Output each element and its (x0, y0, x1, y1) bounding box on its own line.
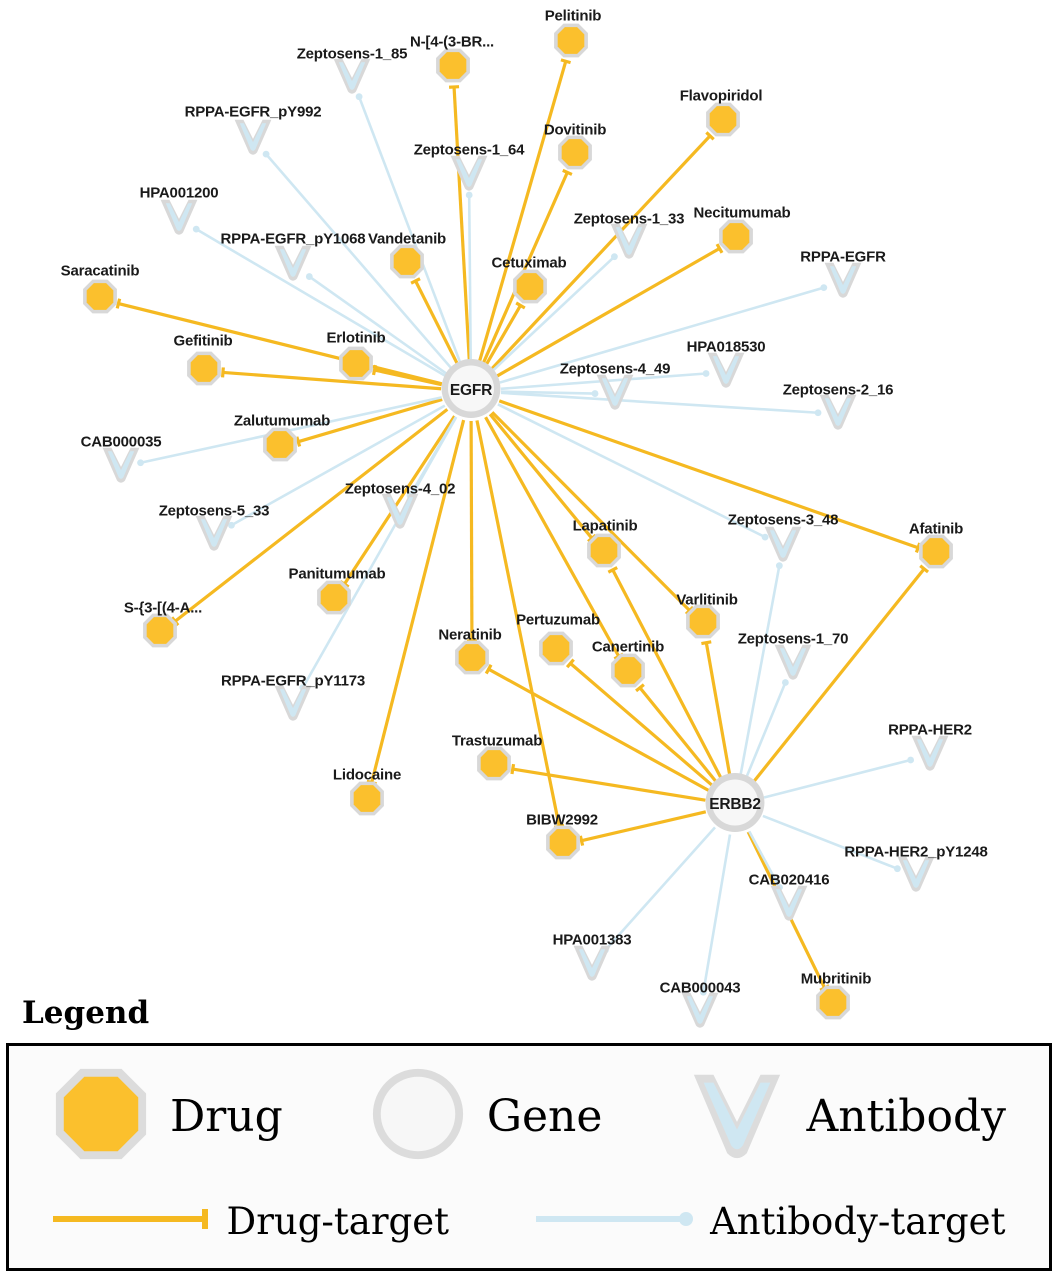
node-antibody[interactable] (101, 445, 141, 490)
node-label: HPA018530 (686, 338, 766, 356)
edge-antibody[interactable] (303, 417, 456, 688)
node-label: Pertuzumab (516, 611, 600, 629)
node-antibody[interactable] (572, 943, 612, 988)
node-label: Pelitinib (544, 7, 602, 25)
node-drug[interactable] (815, 985, 851, 1026)
node-label: RPPA-EGFR (800, 248, 886, 266)
edge-drug[interactable] (471, 421, 472, 641)
node-label: Flavopiridol (679, 87, 763, 105)
node-label: CAB000043 (659, 979, 741, 997)
node-label: Lidocaine (332, 766, 402, 784)
edge-antibody[interactable] (469, 195, 471, 361)
legend-label-antibody: Antibody (806, 1091, 1006, 1142)
edge-drug[interactable] (492, 412, 689, 610)
node-label: Varlitinib (676, 591, 738, 609)
node-drug[interactable] (142, 613, 178, 654)
node-label: Neratinib (438, 626, 502, 644)
node-label: Zeptosens-3_48 (727, 511, 839, 529)
legend-label-gene: Gene (486, 1091, 603, 1142)
node-antibody[interactable] (273, 243, 313, 288)
edge-arrow-cap (512, 764, 514, 774)
node-drug[interactable] (705, 102, 741, 143)
edge-antibody[interactable] (746, 682, 785, 777)
node-label: Afatinib (908, 520, 964, 538)
node-label: RPPA-HER2_pY1248 (844, 843, 988, 861)
node-drug[interactable] (186, 351, 222, 392)
node-drug[interactable] (557, 135, 593, 176)
node-drug[interactable] (389, 244, 425, 285)
edge-antibody[interactable] (501, 393, 818, 413)
edge-antibody[interactable] (764, 760, 911, 798)
node-label: Dovitinib (543, 121, 607, 139)
node-label: Necitumumab (693, 204, 791, 222)
node-label: Mubritinib (800, 970, 872, 988)
edge-arrow-cap (223, 367, 224, 377)
node-label: RPPA-EGFR_pY1173 (220, 672, 366, 690)
node-label: Saracatinib (60, 262, 140, 280)
node-drug[interactable] (538, 631, 574, 672)
node-antibody[interactable] (706, 350, 746, 395)
node-drug[interactable] (718, 219, 754, 260)
node-label: Zeptosens-4_49 (559, 360, 671, 378)
gene-icon (369, 1065, 467, 1168)
node-drug[interactable] (610, 653, 646, 694)
legend-box (6, 1043, 1052, 1271)
node-label: BIBW2992 (526, 811, 598, 829)
node-drug[interactable] (435, 48, 471, 89)
edge-drug[interactable] (582, 812, 706, 841)
node-label: Panitumumab (288, 565, 386, 583)
edge-drug[interactable] (118, 304, 441, 384)
node-drug[interactable] (82, 279, 118, 320)
node-label: N-[4-(3-BR... (409, 33, 495, 51)
node-label: HPA001200 (139, 184, 219, 202)
node-label: Erlotinib (326, 329, 386, 347)
legend-label-drug: Drug (170, 1091, 283, 1142)
node-antibody[interactable] (769, 883, 809, 928)
edge-drug[interactable] (375, 370, 442, 385)
node-label: RPPA-EGFR_pY992 (184, 103, 322, 121)
node-drug[interactable] (586, 533, 622, 574)
legend-label-drug-target: Drug-target (226, 1199, 449, 1243)
node-label: Zeptosens-1_64 (413, 141, 525, 159)
edge-antibody[interactable] (763, 816, 897, 869)
edge-drug[interactable] (454, 87, 469, 361)
node-label: Zeptosens-5_33 (158, 502, 270, 520)
antibody-icon (688, 1065, 786, 1168)
node-drug[interactable] (545, 825, 581, 866)
edge-drug[interactable] (479, 61, 565, 362)
legend-label-antibody-target: Antibody-target (710, 1199, 1006, 1243)
node-label: Vandetanib (367, 230, 447, 248)
node-antibody[interactable] (773, 642, 813, 687)
node-label: CAB020416 (748, 871, 830, 889)
node-antibody[interactable] (823, 260, 863, 305)
node-antibody[interactable] (910, 733, 950, 778)
node-label: Zeptosens-2_16 (782, 381, 894, 399)
node-label: RPPA-EGFR_pY1068 (220, 230, 366, 248)
node-antibody[interactable] (449, 153, 489, 198)
node-label: Gefitinib (173, 332, 233, 350)
node-label: HPA001383 (552, 931, 632, 949)
legend-item-drug-target (53, 1200, 449, 1243)
node-drug[interactable] (338, 346, 374, 387)
node-label: Canertinib (591, 638, 665, 656)
node-antibody[interactable] (159, 197, 199, 242)
node-drug[interactable] (316, 580, 352, 621)
node-label: CAB000035 (80, 433, 162, 451)
node-drug[interactable] (262, 427, 298, 468)
node-label: Zeptosens-4_02 (344, 480, 456, 498)
node-drug[interactable] (918, 534, 954, 575)
legend-item-drug (52, 1065, 283, 1168)
node-label: Zalutumumab (233, 412, 331, 430)
edge-drug[interactable] (492, 136, 711, 369)
node-label: Cetuximab (491, 254, 567, 272)
edge-antibody[interactable] (703, 835, 730, 993)
legend-item-gene (369, 1065, 603, 1168)
node-label: Zeptosens-1_70 (737, 630, 849, 648)
node-antibody[interactable] (595, 372, 635, 417)
antibody-edge-icon (536, 1206, 696, 1237)
drug-edge-icon (53, 1206, 213, 1237)
node-drug[interactable] (512, 269, 548, 310)
node-label: Zeptosens-1_85 (296, 45, 408, 63)
node-label: EGFR (449, 382, 493, 399)
node-drug[interactable] (454, 640, 490, 681)
node-label: S-{3-[(4-A... (123, 599, 203, 617)
node-drug[interactable] (685, 604, 721, 645)
node-label: ERBB2 (709, 796, 761, 813)
node-drug[interactable] (553, 23, 589, 64)
node-antibody[interactable] (233, 117, 273, 162)
node-label: Lapatinib (572, 517, 638, 535)
node-antibody[interactable] (763, 524, 803, 569)
node-drug[interactable] (349, 781, 385, 822)
node-label: RPPA-HER2 (888, 721, 972, 739)
node-drug[interactable] (476, 746, 512, 787)
drug-icon (52, 1065, 150, 1168)
edge-antibody[interactable] (309, 277, 446, 374)
legend-item-antibody-target (536, 1200, 1005, 1243)
node-label: Trastuzumab (451, 732, 543, 750)
legend-title: Legend (22, 995, 150, 1031)
node-label: Zeptosens-1_33 (573, 210, 685, 228)
legend-item-antibody (688, 1065, 1006, 1168)
